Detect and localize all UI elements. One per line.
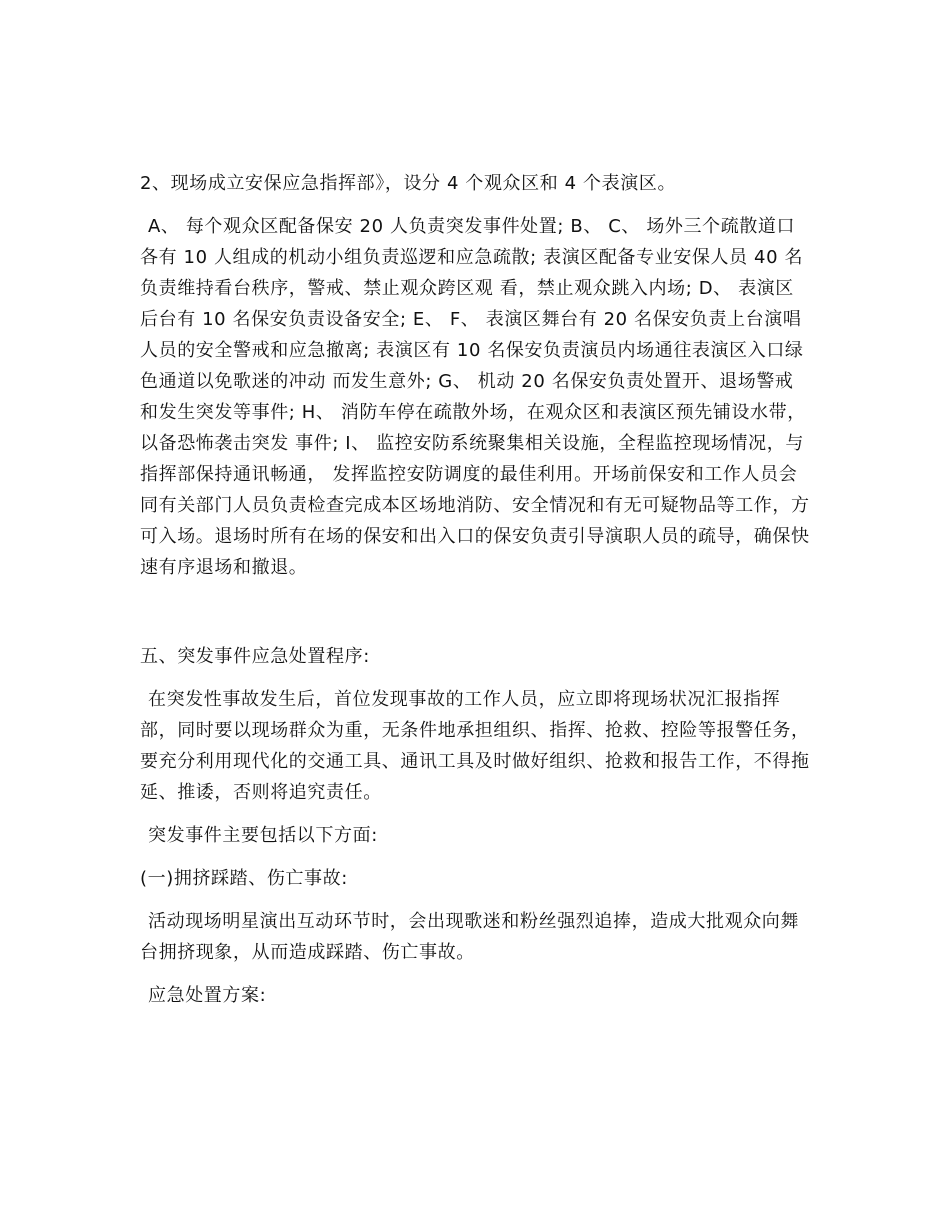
paragraph-incident-response: 在突发性事故发生后，首位发现事故的工作人员，应立即将现场状况汇报指挥部，同时要以现场群众为重，无条件地承担组织、指挥、抢救、控险等报警任务，要充分利用现代化的交通工具、通讯工具及时做好组织、抢救和报告工作，不得拖延、推诿，否则将追究责任。 xyxy=(140,689,810,803)
subheading-emergency-plan: 应急处置方案: xyxy=(148,985,267,1006)
paragraph-security-deployment: A、 每个观众区配备保安 20 人负责突发事件处置; B、 C、 场外三个疏散道口各有 10 人组成的机动小组负责巡逻和应急疏散; 表演区配备专业安保人员 40 名负责维持看台秩序，警戒、禁止观众跨区观 看，禁止观众跳入内场; D、 表演区后台有 10 名保安负责设备安全; E、 F、 表演区舞台有 20 名保安负责上台演唱人员的安全警戒和应急撤离; 表演区有 10 名保安负责演员内场通往表演区入口绿色通道以免歌迷的冲动 而发生意外; G、 机动 20 名保安负责处置开、退场警戒和发生突发等事件; H、 消防车停在疏散外场，在观众区和表演区预先铺设水带，以备恐怖袭击突发 事件; I、 监控安防系统聚集相关设施，全程监控现场情况，与指挥部保持通讯畅通， 发挥监控安防调度的最佳利用。开场前保安和工作人员会同有关部门人员负责检查完成本区场地消防、安全情况和有无可疑物品等工作，方可入场。退场时所有在场的保安和出入口的保安负责引导演职人员的疏导，确保快速有序退场和撤退。 xyxy=(140,216,810,578)
paragraph-command-setup: 2、现场成立安保应急指挥部》，设分 4 个观众区和 4 个表演区。 xyxy=(140,173,677,194)
paragraph-crowd-crush-description: 活动现场明星演出互动环节时，会出现歌迷和粉丝强烈追捧，造成大批观众向舞台拥挤现象，从而造成踩踏、伤亡事故。 xyxy=(140,911,799,963)
document-body xyxy=(140,168,810,1011)
section-heading-emergency-procedure: 五、突发事件应急处置程序: xyxy=(140,646,370,667)
paragraph-incident-types: 突发事件主要包括以下方面: xyxy=(148,825,378,846)
subheading-crowd-crush: (一)拥挤踩踏、伤亡事故: xyxy=(140,868,348,889)
